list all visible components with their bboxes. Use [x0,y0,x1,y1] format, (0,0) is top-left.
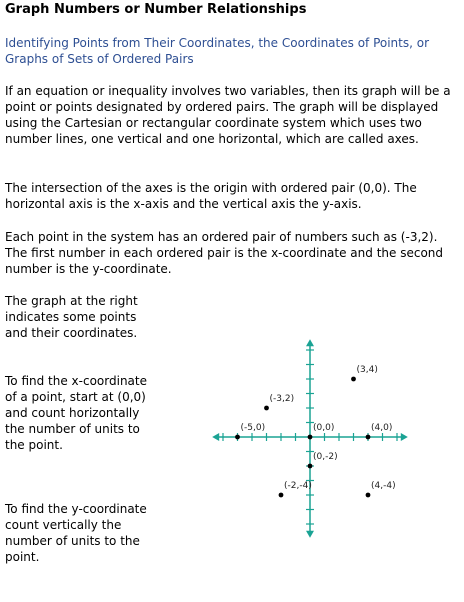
data-point [308,464,313,469]
point-label: (4,0) [371,423,393,433]
point-label: (0,0) [313,423,335,433]
point-label: (-3,2) [269,394,295,404]
side-text-x-coordinate: To find the x-coordinate of a point, start at (0,0) and count horizontally the number of units to the point. [5,374,147,452]
data-point [235,435,240,440]
point-label: (0,-2) [313,452,338,462]
paragraph-ordered-pair: Each point in the system has an ordered pair of numbers such as (-3,2). The first number in each ordered pair is the x-coordinate and the second number is the y-coordinate. [5,230,444,276]
data-point [366,493,371,498]
data-point [264,406,269,411]
page-title: Graph Numbers or Number Relationships [5,2,307,17]
y-axis-arrow-down [306,531,314,538]
data-point [308,435,313,440]
data-point [351,377,356,382]
data-point [366,435,371,440]
point-label: (-5,0) [240,423,266,433]
coordinate-graph [160,290,460,590]
point-label: (4,-4) [371,481,396,491]
y-axis-arrow-up [306,339,314,346]
paragraph-origin: The intersection of the axes is the origin with ordered pair (0,0). The horizontal axis is the x-axis and the vertical axis the y-axis. [5,181,417,211]
point-label: (3,4) [356,365,378,375]
data-point [279,493,284,498]
subtitle: Identifying Points from Their Coordinates, the Coordinates of Points, or Graphs of Sets of Ordered Pairs [5,36,430,66]
x-axis-arrow-right [401,433,408,441]
point-label: (-2,-4) [284,481,312,491]
side-text-graph-intro: The graph at the right indicates some points and their coordinates. [5,294,138,340]
points [235,365,395,497]
side-text-y-coordinate: To find the y-coordinate count vertically the number of units to the point. [5,502,147,564]
x-axis-arrow-left [212,433,219,441]
paragraph-definition: If an equation or inequality involves two variables, then its graph will be a point or points designated by ordered pairs. The graph will be displayed using the Cartesian or rectangular coordinate system which uses two number lines, one vertical and one horizontal, which are called axes. [5,84,451,146]
